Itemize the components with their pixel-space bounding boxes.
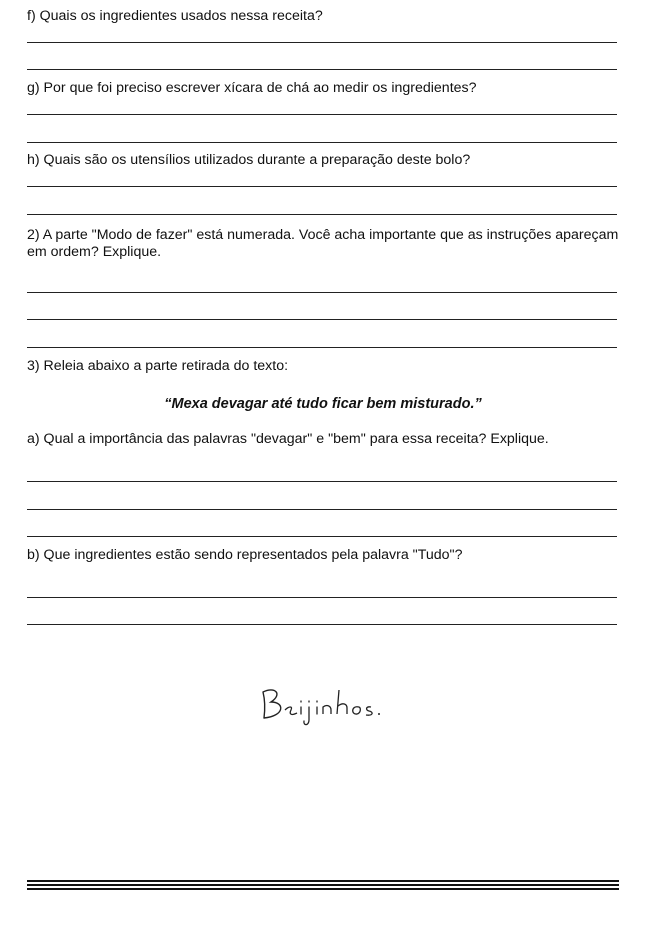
answer-line bbox=[27, 292, 617, 293]
answer-line bbox=[27, 624, 617, 625]
answer-line bbox=[27, 69, 617, 70]
answer-line bbox=[27, 347, 617, 348]
answer-line bbox=[27, 42, 617, 43]
question-h: h) Quais são os utensílios utilizados durante a preparação deste bolo? bbox=[27, 152, 471, 168]
footer-rule bbox=[27, 884, 619, 886]
question-g: g) Por que foi preciso escrever xícara de chá ao medir os ingredientes? bbox=[27, 80, 477, 96]
question-b: b) Que ingredientes estão sendo representados pela palavra "Tudo"? bbox=[27, 547, 463, 563]
answer-line bbox=[27, 142, 617, 143]
footer-rule bbox=[27, 880, 619, 882]
answer-line bbox=[27, 319, 617, 320]
question-2: 2) A parte "Modo de fazer" está numerada. Você acha importante que as instruções apareçam em ordem? Explique. bbox=[27, 227, 619, 260]
footer-rule bbox=[27, 888, 619, 890]
question-f: f) Quais os ingredientes usados nessa receita? bbox=[27, 8, 323, 24]
answer-line bbox=[27, 214, 617, 215]
handwritten-signature bbox=[255, 680, 390, 730]
answer-line bbox=[27, 481, 617, 482]
question-a: a) Qual a importância das palavras "devagar" e "bem" para essa receita? Explique. bbox=[27, 431, 549, 447]
answer-line bbox=[27, 597, 617, 598]
answer-line bbox=[27, 114, 617, 115]
answer-line bbox=[27, 509, 617, 510]
question-3: 3) Releia abaixo a parte retirada do texto: bbox=[27, 358, 289, 374]
answer-line bbox=[27, 536, 617, 537]
quoted-excerpt: “Mexa devagar até tudo ficar bem misturado.” bbox=[164, 396, 482, 412]
answer-line bbox=[27, 186, 617, 187]
